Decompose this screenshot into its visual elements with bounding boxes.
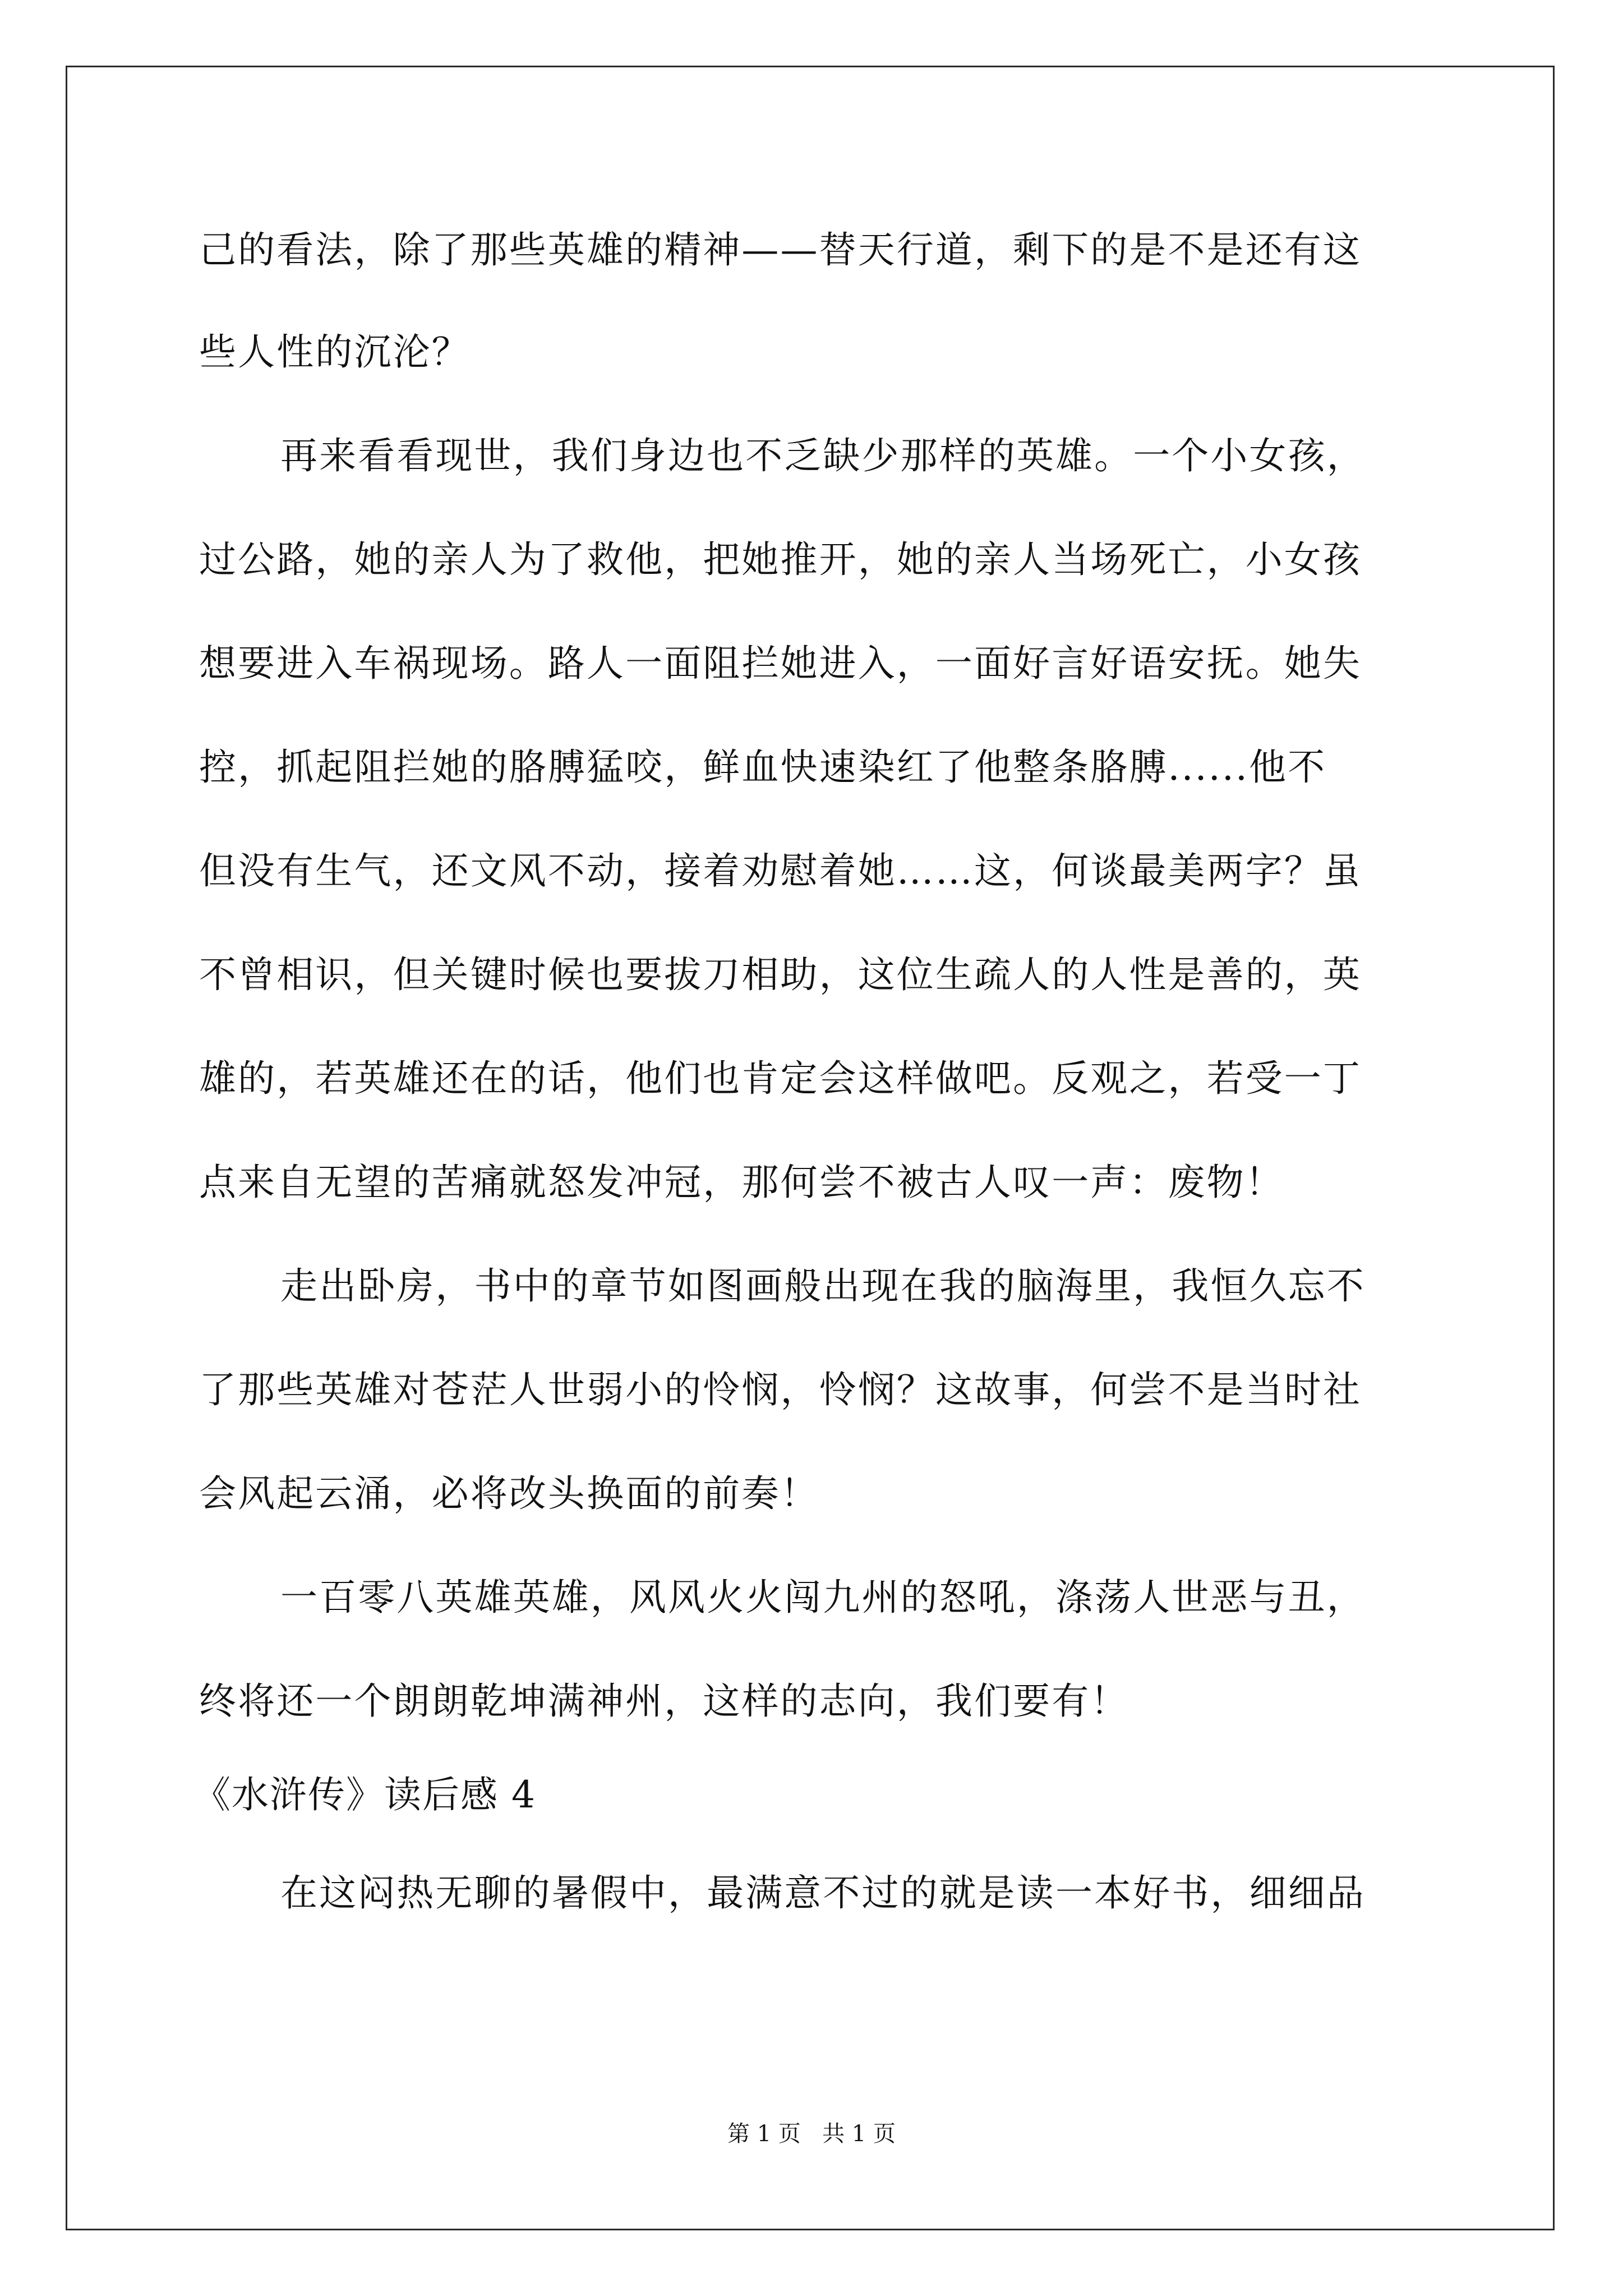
section-heading: 《水浒传》读后感 4 [193, 1773, 536, 1816]
text-line: 些人性的沉沦？ [199, 330, 471, 374]
text-line: 控，抓起阻拦她的胳膊猛咬，鲜血快速染红了他整条胳膊......他不 [199, 746, 1327, 789]
text-line: 但没有生气，还文风不动，接着劝慰着她……这，何谈最美两字？虽 [199, 849, 1362, 892]
text-line: 点来自无望的苦痛就怒发冲冠，那何尝不被古人叹一声：废物！ [199, 1161, 1284, 1204]
page-footer: 第 1 页 共 1 页 [727, 2121, 896, 2147]
text-line: 己的看法，除了那些英雄的精神——替天行道，剩下的是不是还有这 [199, 228, 1362, 272]
paragraph-start-line: 在这闷热无聊的暑假中，最满意不过的就是读一本好书，细细品 [280, 1871, 1366, 1915]
text-line: 会风起云涌，必将改头换面的前奏！ [199, 1472, 819, 1515]
text-line: 雄的，若英雄还在的话，他们也肯定会这样做吧。反观之，若受一丁 [199, 1057, 1362, 1100]
text-line: 不曾相识，但关键时候也要拔刀相助，这位生疏人的人性是善的，英 [199, 953, 1362, 996]
text-line: 过公路，她的亲人为了救他，把她推开，她的亲人当场死亡，小女孩 [199, 538, 1362, 581]
text-line: 了那些英雄对苍茫人世弱小的怜悯，怜悯？这故事，何尝不是当时社 [199, 1368, 1362, 1411]
paragraph-start-line: 一百零八英雄英雄，风风火火闯九州的怒吼，涤荡人世恶与丑， [280, 1576, 1366, 1619]
paragraph-start-line: 走出卧房，书中的章节如图画般出现在我的脑海里，我恒久忘不 [280, 1264, 1366, 1308]
text-line: 想要进入车祸现场。路人一面阻拦她进入，一面好言好语安抚。她失 [199, 642, 1362, 685]
paragraph-start-line: 再来看看现世，我们身边也不乏缺少那样的英雄。一个小女孩， [280, 434, 1366, 477]
text-line: 终将还一个朗朗乾坤满神州，这样的志向，我们要有！ [199, 1680, 1129, 1723]
